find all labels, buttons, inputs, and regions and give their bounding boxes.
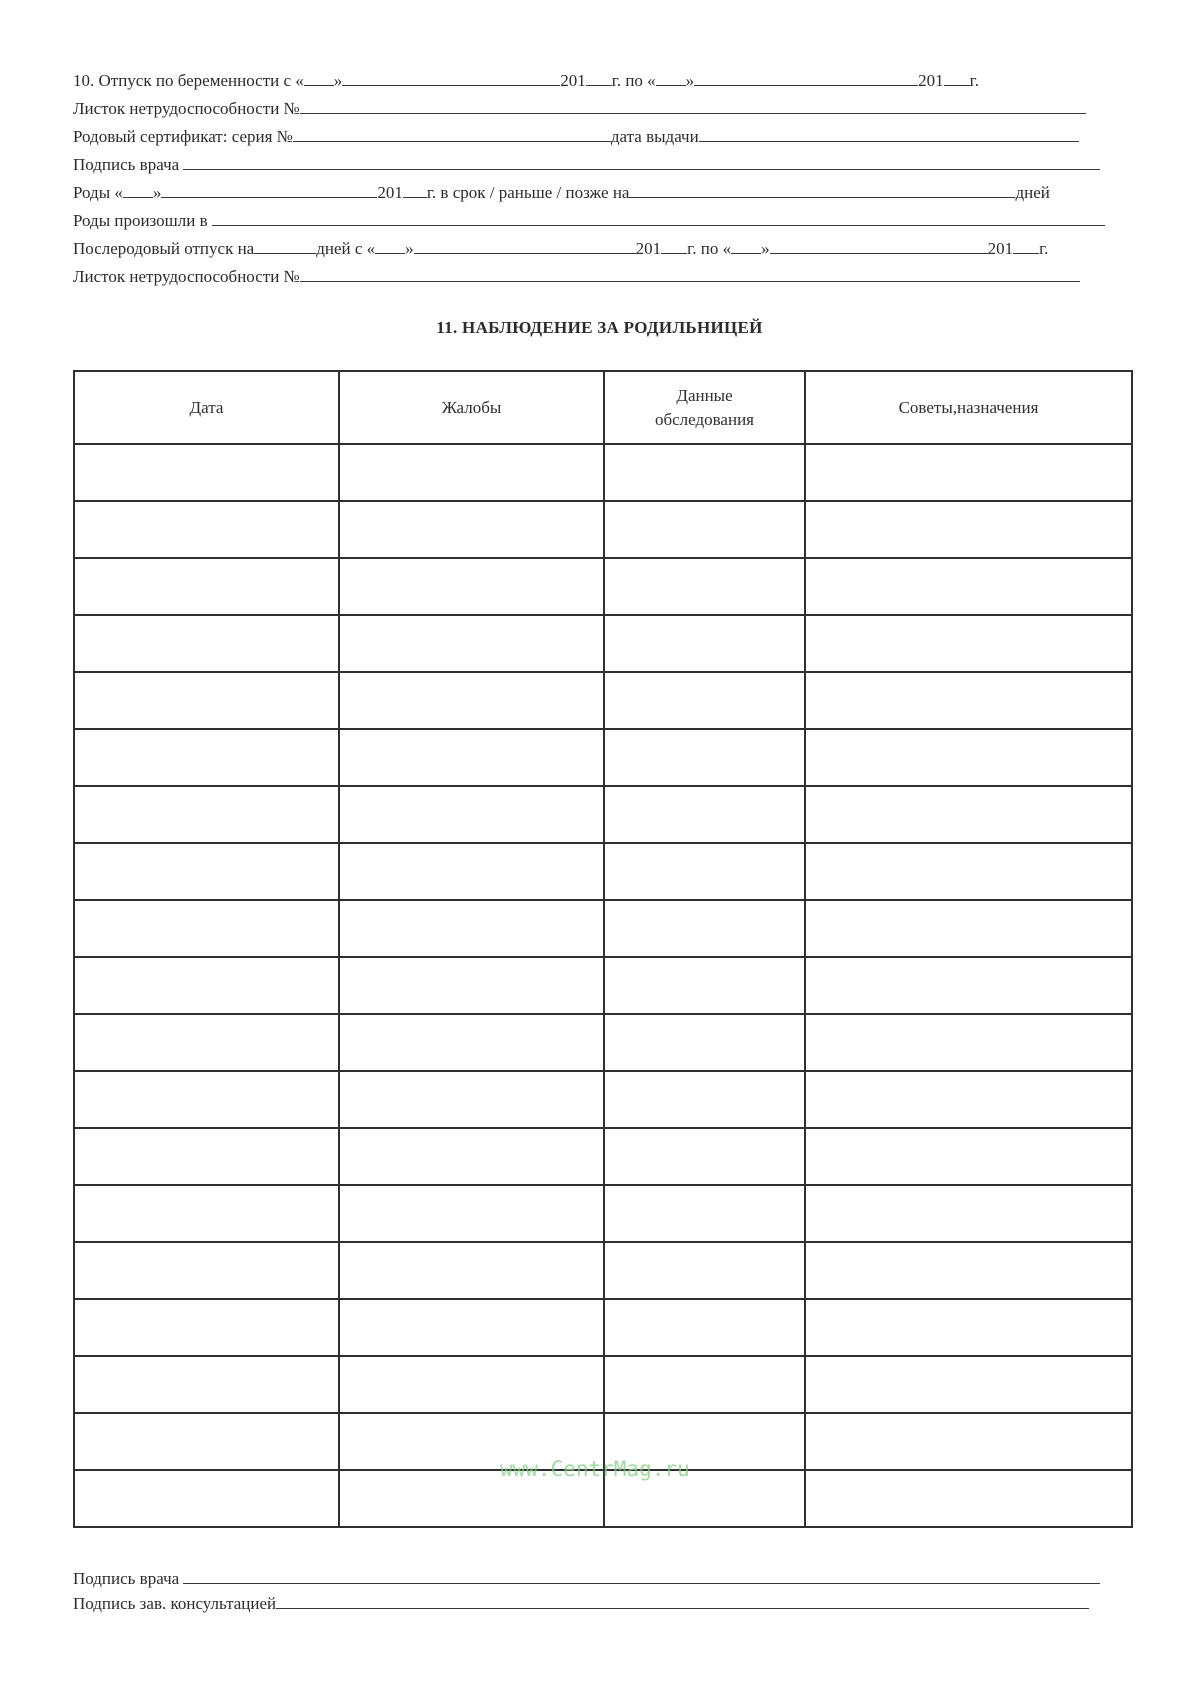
doctor-signature-label: Подпись врача bbox=[73, 155, 180, 174]
exam-data-cell[interactable] bbox=[604, 1185, 805, 1242]
start-year-field[interactable] bbox=[586, 70, 612, 86]
exam-data-cell[interactable] bbox=[604, 786, 805, 843]
date-cell[interactable] bbox=[74, 729, 339, 786]
sick-note-label: Листок нетрудоспособности № bbox=[73, 99, 300, 118]
date-cell[interactable] bbox=[74, 786, 339, 843]
exam-data-cell[interactable] bbox=[604, 1356, 805, 1413]
postpartum-leave-line: Послеродовый отпуск на дней с « » 201 г. по « » 201 г. bbox=[73, 239, 1049, 258]
birth-certificate-line bbox=[73, 126, 1079, 147]
exam-data-cell[interactable] bbox=[604, 957, 805, 1014]
exam-data-cell[interactable] bbox=[604, 1242, 805, 1299]
end-year-field[interactable] bbox=[944, 70, 970, 86]
table-row bbox=[74, 615, 1132, 672]
term-days-field[interactable] bbox=[629, 182, 1015, 198]
table-row bbox=[74, 1299, 1132, 1356]
date-cell[interactable] bbox=[74, 1128, 339, 1185]
table-row bbox=[74, 900, 1132, 957]
advice-cell[interactable] bbox=[805, 1185, 1132, 1242]
exam-data-cell[interactable] bbox=[604, 615, 805, 672]
date-cell[interactable] bbox=[74, 843, 339, 900]
head-signature-label: Подпись зав. консультацией bbox=[73, 1594, 277, 1613]
postpartum-start-month-field[interactable] bbox=[414, 238, 636, 254]
maternity-leave-label: 10. Отпуск по беременности с « bbox=[73, 71, 304, 90]
date-cell[interactable] bbox=[74, 1356, 339, 1413]
head-signature-line bbox=[73, 1593, 1089, 1614]
delivery-place-field[interactable] bbox=[212, 210, 1105, 226]
delivery-label: Роды « bbox=[73, 183, 123, 202]
date-cell[interactable] bbox=[74, 558, 339, 615]
exam-data-cell[interactable] bbox=[604, 1014, 805, 1071]
header-date: Дата bbox=[74, 371, 339, 444]
complaints-cell[interactable] bbox=[339, 1356, 604, 1413]
complaints-cell[interactable] bbox=[339, 672, 604, 729]
complaints-cell[interactable] bbox=[339, 615, 604, 672]
postpartum-start-year-field[interactable] bbox=[661, 238, 687, 254]
exam-data-cell[interactable] bbox=[604, 1071, 805, 1128]
sick-note-line bbox=[73, 98, 1086, 119]
complaints-cell[interactable] bbox=[339, 1128, 604, 1185]
advice-cell[interactable] bbox=[805, 1071, 1132, 1128]
postpartum-end-day-field[interactable] bbox=[731, 238, 761, 254]
delivery-place-label: Роды произошли в bbox=[73, 211, 208, 230]
table-row bbox=[74, 729, 1132, 786]
issue-date-label: дата выдачи bbox=[610, 127, 699, 146]
complaints-cell[interactable] bbox=[339, 843, 604, 900]
complaints-cell[interactable] bbox=[339, 1242, 604, 1299]
section-title: 11. НАБЛЮДЕНИЕ ЗА РОДИЛЬНИЦЕЙ bbox=[436, 318, 763, 337]
complaints-cell[interactable] bbox=[339, 729, 604, 786]
issue-date-field[interactable] bbox=[699, 126, 1079, 142]
postpartum-end-year-field[interactable] bbox=[1013, 238, 1039, 254]
doctor-signature-field-bottom[interactable] bbox=[183, 1568, 1100, 1584]
complaints-cell[interactable] bbox=[339, 786, 604, 843]
exam-data-cell[interactable] bbox=[604, 729, 805, 786]
doctor-signature-line-bottom bbox=[73, 1568, 1100, 1589]
advice-cell[interactable] bbox=[805, 1242, 1132, 1299]
date-cell[interactable] bbox=[74, 672, 339, 729]
start-month-field[interactable] bbox=[342, 70, 560, 86]
date-cell[interactable] bbox=[74, 957, 339, 1014]
start-day-field[interactable] bbox=[304, 70, 334, 86]
date-cell[interactable] bbox=[74, 501, 339, 558]
exam-data-cell[interactable] bbox=[604, 843, 805, 900]
table-row bbox=[74, 957, 1132, 1014]
table-row bbox=[74, 1242, 1132, 1299]
postpartum-start-day-field[interactable] bbox=[375, 238, 405, 254]
end-month-field[interactable] bbox=[694, 70, 918, 86]
advice-cell[interactable] bbox=[805, 1299, 1132, 1356]
advice-cell[interactable] bbox=[805, 957, 1132, 1014]
table-row bbox=[74, 672, 1132, 729]
term-label: г. в срок / раньше / позже на bbox=[426, 183, 630, 202]
date-cell[interactable] bbox=[74, 1071, 339, 1128]
advice-cell[interactable] bbox=[805, 672, 1132, 729]
table-row bbox=[74, 1071, 1132, 1128]
complaints-cell[interactable] bbox=[339, 1071, 604, 1128]
complaints-cell[interactable] bbox=[339, 501, 604, 558]
advice-cell[interactable] bbox=[805, 1470, 1132, 1527]
date-cell[interactable] bbox=[74, 444, 339, 501]
table-body bbox=[74, 444, 1132, 1527]
sick-note-label-2: Листок нетрудоспособности № bbox=[73, 267, 300, 286]
end-day-field[interactable] bbox=[656, 70, 686, 86]
sick-note-line-2 bbox=[73, 266, 1080, 287]
table-header-row bbox=[74, 371, 1132, 444]
table-row bbox=[74, 1128, 1132, 1185]
certificate-series-label: Родовый сертификат: серия № bbox=[73, 127, 293, 146]
date-cell[interactable] bbox=[74, 1242, 339, 1299]
advice-cell[interactable] bbox=[805, 558, 1132, 615]
exam-data-cell[interactable] bbox=[604, 558, 805, 615]
postpartum-leave-label: Послеродовый отпуск на bbox=[73, 239, 255, 258]
date-cell[interactable] bbox=[74, 1014, 339, 1071]
complaints-cell[interactable] bbox=[339, 444, 604, 501]
delivery-date-line: Роды « » 201 г. в срок / раньше / позже на дней bbox=[73, 183, 1050, 202]
header-exam-data: Данные обследования bbox=[604, 371, 805, 444]
table-row bbox=[74, 558, 1132, 615]
advice-cell[interactable] bbox=[805, 843, 1132, 900]
date-cell[interactable] bbox=[74, 1185, 339, 1242]
complaints-cell[interactable] bbox=[339, 957, 604, 1014]
delivery-day-field[interactable] bbox=[123, 182, 153, 198]
advice-cell[interactable] bbox=[805, 900, 1132, 957]
delivery-year-field[interactable] bbox=[403, 182, 427, 198]
advice-cell[interactable] bbox=[805, 615, 1132, 672]
certificate-number-field[interactable] bbox=[293, 126, 611, 142]
table-row bbox=[74, 501, 1132, 558]
date-cell[interactable] bbox=[74, 1470, 339, 1527]
exam-data-cell[interactable] bbox=[604, 444, 805, 501]
table-row bbox=[74, 444, 1132, 501]
date-cell[interactable] bbox=[74, 900, 339, 957]
advice-cell[interactable] bbox=[805, 1356, 1132, 1413]
exam-data-cell[interactable] bbox=[604, 900, 805, 957]
sick-note-number-field-2[interactable] bbox=[300, 266, 1080, 282]
doctor-signature-line-top bbox=[73, 154, 1100, 175]
table-row bbox=[74, 843, 1132, 900]
postpartum-end-month-field[interactable] bbox=[770, 238, 988, 254]
header-complaints: Жалобы bbox=[339, 371, 604, 444]
postpartum-days-field[interactable] bbox=[254, 238, 316, 254]
table-row bbox=[74, 786, 1132, 843]
exam-data-cell[interactable] bbox=[604, 501, 805, 558]
complaints-cell[interactable] bbox=[339, 900, 604, 957]
exam-data-cell[interactable] bbox=[604, 672, 805, 729]
advice-cell[interactable] bbox=[805, 729, 1132, 786]
advice-cell[interactable] bbox=[805, 1014, 1132, 1071]
watermark: www.CentrMag.ru bbox=[500, 1457, 690, 1481]
table-row bbox=[74, 1356, 1132, 1413]
advice-cell[interactable] bbox=[805, 501, 1132, 558]
maternity-leave-line: 10. Отпуск по беременности с « » 201 г. по « » 201 г. bbox=[73, 71, 979, 90]
doctor-signature-label-bottom: Подпись врача bbox=[73, 1569, 180, 1588]
date-cell[interactable] bbox=[74, 1299, 339, 1356]
doctor-signature-field[interactable] bbox=[183, 154, 1100, 170]
complaints-cell[interactable] bbox=[339, 1185, 604, 1242]
observation-table bbox=[73, 370, 1133, 1528]
complaints-cell[interactable] bbox=[339, 1299, 604, 1356]
complaints-cell[interactable] bbox=[339, 558, 604, 615]
head-signature-field[interactable] bbox=[276, 1593, 1089, 1609]
table-row bbox=[74, 1185, 1132, 1242]
advice-cell[interactable] bbox=[805, 1128, 1132, 1185]
advice-cell[interactable] bbox=[805, 444, 1132, 501]
table-row bbox=[74, 1014, 1132, 1071]
delivery-place-line bbox=[73, 210, 1105, 231]
date-cell[interactable] bbox=[74, 1413, 339, 1470]
complaints-cell[interactable] bbox=[339, 1014, 604, 1071]
delivery-month-field[interactable] bbox=[161, 182, 377, 198]
sick-note-number-field[interactable] bbox=[300, 98, 1086, 114]
advice-cell[interactable] bbox=[805, 1413, 1132, 1470]
date-cell[interactable] bbox=[74, 615, 339, 672]
advice-cell[interactable] bbox=[805, 786, 1132, 843]
exam-data-cell[interactable] bbox=[604, 1128, 805, 1185]
exam-data-cell[interactable] bbox=[604, 1299, 805, 1356]
header-advice: Советы,назначения bbox=[805, 371, 1132, 444]
